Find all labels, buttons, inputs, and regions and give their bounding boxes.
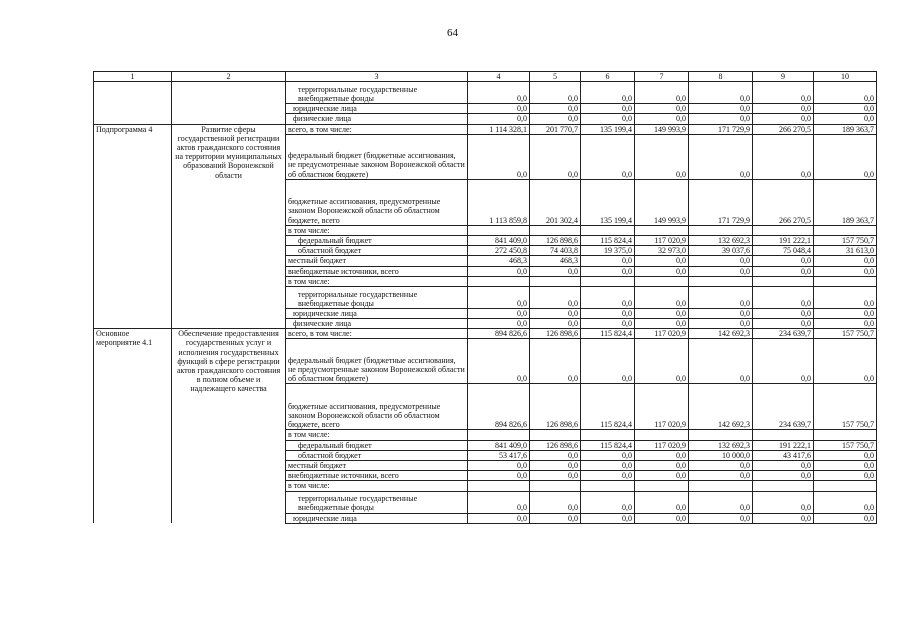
amount-cell [689,481,753,491]
amount-cell: 191 222,1 [753,440,814,450]
amount-cell: 0,0 [468,319,530,329]
funding-source-label: территориальные государственные внебюджетные фонды [286,491,468,513]
program-name: Развитие сферы государственной регистрации актов гражданского состояния на территории муниципальных образований Воронежской области [172,124,286,329]
amount-cell: 272 450,8 [468,246,530,256]
funding-source-label: местный бюджет [286,256,468,266]
amount-cell: 0,0 [753,286,814,308]
amount-cell: 0,0 [468,286,530,308]
amount-cell: 157 750,7 [814,384,877,430]
funding-source-label: физические лица [286,319,468,329]
amount-cell: 0,0 [814,134,877,179]
amount-cell: 0,0 [689,491,753,513]
amount-cell: 0,0 [581,319,635,329]
funding-source-label: областной бюджет [286,450,468,460]
amount-cell [635,276,689,286]
funding-source-label: юридические лица [286,104,468,114]
amount-cell: 0,0 [814,319,877,329]
amount-cell: 0,0 [753,82,814,104]
amount-cell: 115 824,4 [581,329,635,339]
column-number: 3 [286,72,468,82]
amount-cell: 0,0 [689,513,753,523]
amount-cell: 142 692,3 [689,384,753,430]
amount-cell: 0,0 [689,471,753,481]
amount-cell: 0,0 [635,513,689,523]
amount-cell [581,481,635,491]
amount-cell: 0,0 [581,450,635,460]
amount-cell: 0,0 [581,266,635,276]
amount-cell: 0,0 [468,308,530,318]
amount-cell [635,481,689,491]
amount-cell: 0,0 [689,82,753,104]
amount-cell: 0,0 [635,308,689,318]
amount-cell: 191 222,1 [753,235,814,245]
amount-cell: 31 613,0 [814,246,877,256]
amount-cell: 117 020,9 [635,329,689,339]
amount-cell: 126 898,6 [530,440,581,450]
amount-cell: 468,3 [530,256,581,266]
amount-cell: 32 973,0 [635,246,689,256]
amount-cell: 0,0 [635,114,689,124]
funding-source-label: в том числе: [286,430,468,440]
amount-cell [581,430,635,440]
column-number: 4 [468,72,530,82]
amount-cell: 0,0 [530,114,581,124]
amount-cell: 157 750,7 [814,235,877,245]
funding-source-label: федеральный бюджет (бюджетные ассигнования, не предусмотренные законом Воронежской области об областном бюджете) [286,134,468,179]
amount-cell: 841 409,0 [468,440,530,450]
amount-cell: 0,0 [753,114,814,124]
column-number: 2 [172,72,286,82]
amount-cell [689,276,753,286]
funding-source-label: в том числе: [286,225,468,235]
amount-cell: 0,0 [689,114,753,124]
page-number: 64 [447,27,458,39]
amount-cell: 0,0 [581,114,635,124]
amount-cell: 75 048,4 [753,246,814,256]
amount-cell: 0,0 [530,286,581,308]
amount-cell: 0,0 [635,256,689,266]
table-body [94,82,877,524]
amount-cell: 0,0 [689,339,753,384]
amount-cell: 0,0 [753,134,814,179]
amount-cell [753,225,814,235]
amount-cell [468,276,530,286]
amount-cell: 0,0 [530,308,581,318]
amount-cell: 135 199,4 [581,179,635,225]
amount-cell: 149 993,9 [635,124,689,134]
amount-cell: 0,0 [581,82,635,104]
amount-cell [689,225,753,235]
amount-cell [814,430,877,440]
column-number: 7 [635,72,689,82]
amount-cell: 0,0 [530,461,581,471]
funding-source-label: территориальные государственные внебюджетные фонды [286,82,468,104]
amount-cell [814,481,877,491]
column-number: 9 [753,72,814,82]
amount-cell: 10 000,0 [689,450,753,460]
amount-cell: 0,0 [530,266,581,276]
amount-cell: 0,0 [530,513,581,523]
amount-cell: 0,0 [635,450,689,460]
amount-cell: 0,0 [689,256,753,266]
amount-cell: 0,0 [635,461,689,471]
funding-source-label: федеральный бюджет [286,440,468,450]
amount-cell: 0,0 [530,450,581,460]
amount-cell: 117 020,9 [635,235,689,245]
amount-cell [635,430,689,440]
amount-cell: 126 898,6 [530,384,581,430]
amount-cell: 117 020,9 [635,384,689,430]
amount-cell [689,430,753,440]
table-row [94,82,877,104]
amount-cell: 468,3 [468,256,530,266]
amount-cell: 0,0 [753,491,814,513]
funding-source-label: всего, в том числе: [286,124,468,134]
amount-cell: 0,0 [635,319,689,329]
amount-cell: 0,0 [689,266,753,276]
amount-cell: 0,0 [689,134,753,179]
amount-cell: 0,0 [468,339,530,384]
amount-cell: 0,0 [581,491,635,513]
amount-cell: 0,0 [814,82,877,104]
funding-source-label: в том числе: [286,481,468,491]
amount-cell: 0,0 [635,286,689,308]
amount-cell: 1 114 328,1 [468,124,530,134]
amount-cell: 0,0 [530,134,581,179]
amount-cell: 0,0 [814,513,877,523]
funding-source-label: местный бюджет [286,461,468,471]
budget-table [93,71,877,524]
amount-cell [753,481,814,491]
amount-cell: 0,0 [814,256,877,266]
amount-cell [468,481,530,491]
amount-cell: 0,0 [814,104,877,114]
amount-cell: 0,0 [635,491,689,513]
amount-cell: 0,0 [635,82,689,104]
amount-cell: 0,0 [581,286,635,308]
amount-cell: 171 729,9 [689,124,753,134]
table-row [94,124,877,134]
funding-source-label: территориальные государственные внебюджетные фонды [286,286,468,308]
amount-cell: 39 037,6 [689,246,753,256]
amount-cell: 0,0 [753,104,814,114]
amount-cell: 0,0 [689,319,753,329]
amount-cell: 0,0 [814,461,877,471]
funding-source-label: бюджетные ассигнования, предусмотренные законом Воронежской области об областном бюджете, всего [286,179,468,225]
amount-cell: 126 898,6 [530,329,581,339]
amount-cell: 0,0 [635,471,689,481]
amount-cell: 0,0 [753,513,814,523]
amount-cell: 0,0 [689,286,753,308]
amount-cell: 0,0 [581,339,635,384]
amount-cell: 0,0 [814,339,877,384]
funding-source-label: в том числе: [286,276,468,286]
amount-cell: 0,0 [581,513,635,523]
amount-cell: 0,0 [814,491,877,513]
amount-cell: 201 302,4 [530,179,581,225]
amount-cell: 132 692,3 [689,235,753,245]
amount-cell: 0,0 [468,461,530,471]
amount-cell: 135 199,4 [581,124,635,134]
funding-source-label: бюджетные ассигнования, предусмотренные законом Воронежской области об областном бюджете, всего [286,384,468,430]
amount-cell [814,225,877,235]
amount-cell: 0,0 [635,266,689,276]
amount-cell: 1 113 859,8 [468,179,530,225]
column-number-row [94,72,877,82]
amount-cell: 0,0 [635,339,689,384]
table-row [94,329,877,339]
column-number: 10 [814,72,877,82]
amount-cell: 0,0 [530,339,581,384]
amount-cell: 189 363,7 [814,124,877,134]
amount-cell: 0,0 [530,104,581,114]
amount-cell: 201 770,7 [530,124,581,134]
amount-cell: 0,0 [689,461,753,471]
amount-cell [635,225,689,235]
amount-cell [581,276,635,286]
amount-cell: 0,0 [814,266,877,276]
amount-cell: 149 993,9 [635,179,689,225]
amount-cell: 234 639,7 [753,384,814,430]
amount-cell: 266 270,5 [753,179,814,225]
amount-cell: 115 824,4 [581,384,635,430]
amount-cell [530,276,581,286]
amount-cell [581,225,635,235]
amount-cell: 0,0 [753,339,814,384]
column-number: 1 [94,72,172,82]
amount-cell: 894 826,6 [468,384,530,430]
amount-cell: 142 692,3 [689,329,753,339]
amount-cell: 171 729,9 [689,179,753,225]
amount-cell: 0,0 [581,104,635,114]
amount-cell [753,276,814,286]
amount-cell: 0,0 [581,308,635,318]
amount-cell: 0,0 [468,114,530,124]
amount-cell: 74 403,8 [530,246,581,256]
amount-cell: 0,0 [814,286,877,308]
amount-cell: 0,0 [468,134,530,179]
amount-cell: 115 824,4 [581,235,635,245]
amount-cell: 0,0 [468,491,530,513]
column-number: 8 [689,72,753,82]
amount-cell: 117 020,9 [635,440,689,450]
amount-cell: 0,0 [753,308,814,318]
amount-cell: 0,0 [753,256,814,266]
amount-cell: 0,0 [468,104,530,114]
funding-source-label: внебюджетные источники, всего [286,471,468,481]
amount-cell: 189 363,7 [814,179,877,225]
amount-cell: 126 898,6 [530,235,581,245]
code-cell [94,82,172,124]
funding-source-label: физические лица [286,114,468,124]
amount-cell: 0,0 [814,450,877,460]
amount-cell: 0,0 [530,319,581,329]
amount-cell: 0,0 [635,134,689,179]
amount-cell: 132 692,3 [689,440,753,450]
amount-cell: 0,0 [753,471,814,481]
program-code: Основное мероприятие 4.1 [94,329,172,524]
amount-cell: 0,0 [468,471,530,481]
amount-cell: 0,0 [468,266,530,276]
amount-cell: 234 639,7 [753,329,814,339]
amount-cell: 841 409,0 [468,235,530,245]
amount-cell: 0,0 [581,134,635,179]
amount-cell: 0,0 [530,82,581,104]
amount-cell: 0,0 [581,461,635,471]
amount-cell [468,225,530,235]
amount-cell [530,430,581,440]
funding-source-label: федеральный бюджет (бюджетные ассигнования, не предусмотренные законом Воронежской области об областном бюджете) [286,339,468,384]
name-cell [172,82,286,124]
amount-cell [468,430,530,440]
amount-cell: 0,0 [814,114,877,124]
amount-cell: 894 826,6 [468,329,530,339]
funding-source-label: внебюджетные источники, всего [286,266,468,276]
amount-cell: 0,0 [581,471,635,481]
amount-cell: 0,0 [530,471,581,481]
column-number: 6 [581,72,635,82]
amount-cell: 0,0 [689,104,753,114]
program-name: Обеспечение предоставления государственных услуг и исполнения государственных функций в сфере регистрации актов гражданского состояния в полном объеме и надлежащего качества [172,329,286,524]
amount-cell: 0,0 [814,471,877,481]
amount-cell: 0,0 [468,82,530,104]
amount-cell: 0,0 [468,513,530,523]
amount-cell: 115 824,4 [581,440,635,450]
amount-cell: 43 417,6 [753,450,814,460]
amount-cell: 0,0 [530,491,581,513]
funding-source-label: юридические лица [286,513,468,523]
amount-cell: 157 750,7 [814,440,877,450]
amount-cell: 53 417,6 [468,450,530,460]
amount-cell: 157 750,7 [814,329,877,339]
funding-source-label: федеральный бюджет [286,235,468,245]
funding-source-label: юридические лица [286,308,468,318]
amount-cell: 0,0 [753,461,814,471]
funding-source-label: всего, в том числе: [286,329,468,339]
funding-source-label: областной бюджет [286,246,468,256]
program-code: Подпрограмма 4 [94,124,172,329]
amount-cell: 0,0 [814,308,877,318]
amount-cell: 0,0 [753,319,814,329]
column-number: 5 [530,72,581,82]
amount-cell [753,430,814,440]
amount-cell: 0,0 [635,104,689,114]
amount-cell: 0,0 [581,256,635,266]
amount-cell: 19 375,0 [581,246,635,256]
amount-cell [530,225,581,235]
amount-cell [530,481,581,491]
amount-cell [814,276,877,286]
amount-cell: 0,0 [753,266,814,276]
amount-cell: 266 270,5 [753,124,814,134]
amount-cell: 0,0 [689,308,753,318]
